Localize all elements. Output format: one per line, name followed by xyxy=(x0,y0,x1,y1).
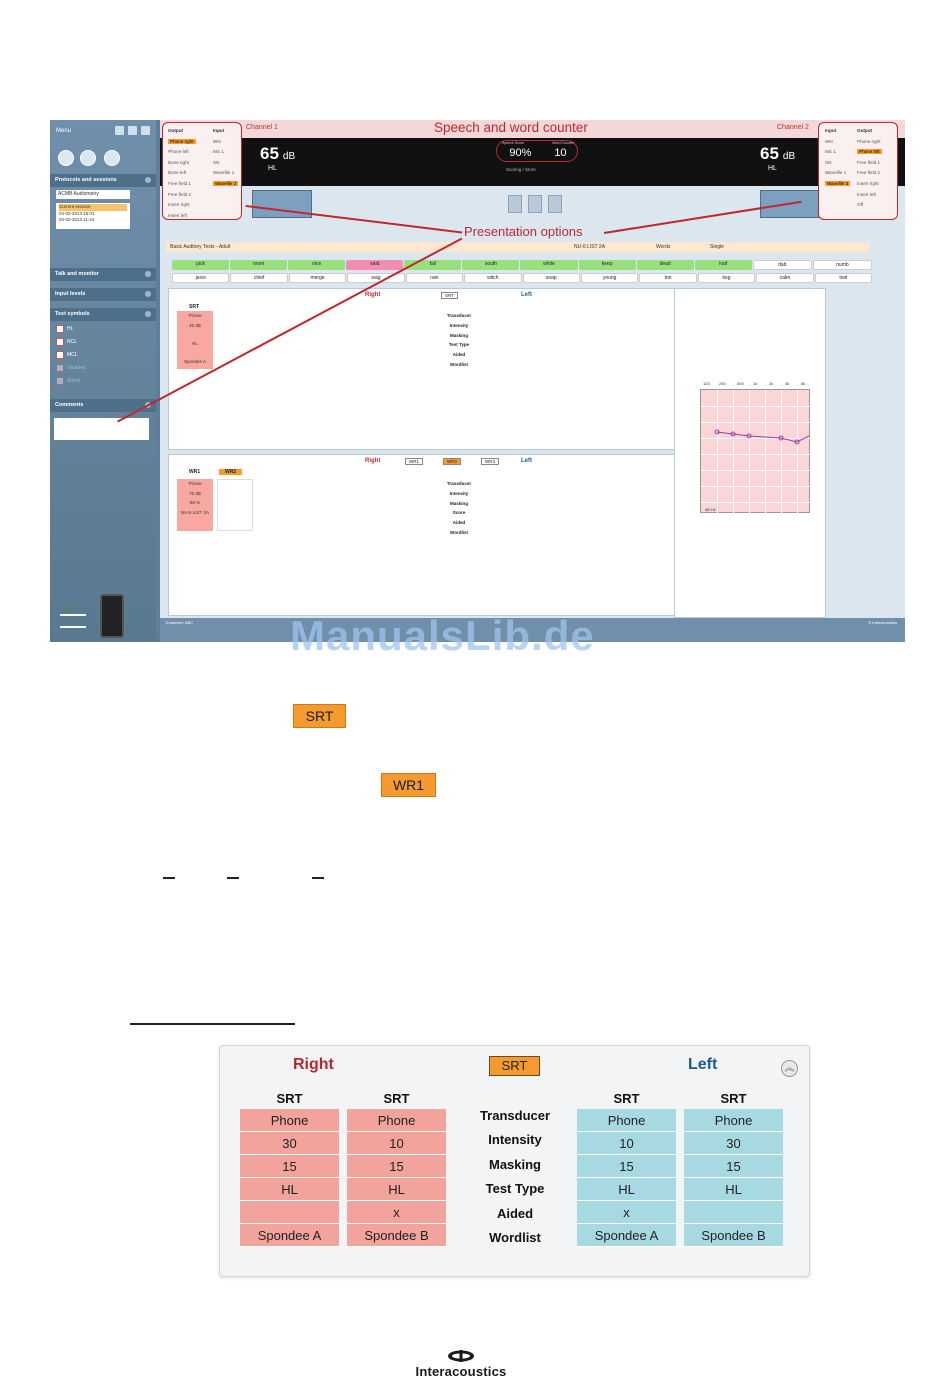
sidebar xyxy=(50,120,156,642)
section-underline xyxy=(130,1023,295,1025)
srt-small-colhead: SRT xyxy=(189,304,199,310)
input-option[interactable]: Mic 1 xyxy=(213,149,224,155)
toolbar xyxy=(115,126,150,135)
output-option[interactable]: Free field 2 xyxy=(857,170,880,176)
row-label: Intensity xyxy=(488,1132,542,1148)
session-list[interactable] xyxy=(56,203,130,229)
test-bar xyxy=(166,242,869,252)
output-option[interactable]: Bone left xyxy=(168,170,187,176)
srt-table xyxy=(219,1045,810,1277)
output-option[interactable]: Bone right xyxy=(168,159,189,165)
table-cell: 15 xyxy=(347,1155,446,1178)
wr-table-small xyxy=(168,454,738,616)
column-head: SRT xyxy=(613,1091,640,1106)
table-cell: x xyxy=(577,1201,676,1224)
output-heading: Output xyxy=(168,128,184,133)
output-option[interactable]: Phone right xyxy=(170,138,194,144)
word-button[interactable]: south xyxy=(462,260,519,270)
session-item[interactable]: 04-02-2013 11:44 xyxy=(59,217,95,222)
word-button[interactable]: nice xyxy=(288,260,345,270)
mid-controls xyxy=(508,195,562,213)
symbol-hl[interactable]: HL xyxy=(56,325,73,333)
word-button[interactable]: rain xyxy=(406,273,463,283)
word-button[interactable]: wag xyxy=(347,273,404,283)
word-button[interactable]: said xyxy=(346,260,403,270)
channel1-level: 65 dB xyxy=(260,144,296,163)
exit-icon[interactable] xyxy=(141,126,150,135)
table-cell: HL xyxy=(240,1178,339,1201)
table-cell xyxy=(684,1201,783,1224)
protocol-select[interactable]: ACMB Audiometry xyxy=(56,190,130,199)
session-item[interactable]: Current session xyxy=(59,204,127,211)
input-option[interactable]: WN xyxy=(213,138,221,144)
output-heading: Output xyxy=(857,128,873,133)
word-grid xyxy=(172,260,872,286)
column-head: SRT xyxy=(720,1091,747,1106)
menu-label[interactable]: Menu xyxy=(56,128,72,134)
word-button[interactable]: ton xyxy=(639,273,696,283)
srt-button[interactable]: SRT xyxy=(293,704,346,728)
output-option[interactable]: Phone left xyxy=(859,149,880,155)
speech-counter-title: Speech and word counter xyxy=(434,120,588,135)
correct-icon[interactable] xyxy=(508,195,522,213)
srt-small-cells: Phone 40 dB HL Spondee A xyxy=(177,311,213,369)
speech-test-icon[interactable] xyxy=(80,150,96,166)
table-cell: HL xyxy=(347,1178,446,1201)
input-heading: Input xyxy=(825,128,837,133)
underscore-mark xyxy=(227,877,239,879)
freq-1k: 1k xyxy=(753,381,758,386)
presentation-options-label: Presentation options xyxy=(464,224,583,239)
srt-chip[interactable]: SRT xyxy=(489,1056,540,1076)
audiogram xyxy=(700,389,810,513)
input-heading: Input xyxy=(213,128,225,133)
output-option[interactable]: Insert right xyxy=(168,202,190,208)
output-option[interactable]: Insert right xyxy=(857,180,879,186)
input-option[interactable]: SN xyxy=(213,159,220,165)
wr-small-row-labels: Transducer Intensity Masking Score Aided Wordlist xyxy=(446,481,472,535)
table-cell: 10 xyxy=(577,1132,676,1155)
word-counter-label: Word Counter xyxy=(552,141,574,145)
table-cell: Spondee B xyxy=(684,1224,783,1247)
word-counter-value: 10 xyxy=(554,147,567,159)
right-srt-column-2 xyxy=(347,1089,446,1247)
left-srt-column-1 xyxy=(577,1089,676,1247)
table-cell: Phone xyxy=(684,1109,783,1132)
table-cell: 30 xyxy=(240,1132,339,1155)
channel1-hl: HL xyxy=(268,165,277,172)
word-button[interactable]: room xyxy=(230,260,287,270)
underscore-mark xyxy=(163,877,175,879)
column-head: SRT xyxy=(276,1091,303,1106)
right-ear-label: Right xyxy=(293,1056,334,1073)
examiner-label: Examiner: ABC xyxy=(166,620,194,625)
word-button[interactable]: juice xyxy=(172,273,229,283)
input-option[interactable]: Wavefile 2 xyxy=(827,180,849,186)
talk-monitor-title[interactable]: Talk and monitor xyxy=(50,268,156,281)
output-option[interactable]: Phone left xyxy=(168,149,189,155)
symbol-unaided[interactable]: Unaided xyxy=(56,364,86,372)
word-button[interactable]: white xyxy=(520,260,577,270)
symbol-mcl[interactable]: MCL xyxy=(56,351,78,359)
comments-field[interactable] xyxy=(54,418,149,440)
speech-score-label: Speech Score xyxy=(502,141,524,145)
input-option[interactable]: Wavefile 2 xyxy=(215,180,237,186)
table-cell: Spondee A xyxy=(240,1224,339,1247)
table-cell: Phone xyxy=(240,1109,339,1132)
wr-small-left: Left xyxy=(521,458,532,464)
wr-small-cells: Phone 70 dB 88 % NU-6 LIST 2A xyxy=(177,479,213,531)
symbol-ncl[interactable]: NCL xyxy=(56,338,77,346)
interacoustics-logo-icon xyxy=(447,1350,475,1362)
word-button[interactable]: young xyxy=(581,273,638,283)
channel2-hl: HL xyxy=(768,165,777,172)
output-option[interactable]: Free field 2 xyxy=(168,191,191,197)
word-button[interactable]: keep xyxy=(579,260,636,270)
table-cell: 30 xyxy=(684,1132,783,1155)
audiogram-unit: dB HL xyxy=(705,507,717,512)
save-icon[interactable] xyxy=(128,126,137,135)
row-label: Test Type xyxy=(485,1181,545,1197)
row-label: Aided xyxy=(496,1205,534,1221)
record-icon[interactable] xyxy=(548,195,562,213)
word-button[interactable]: calm xyxy=(756,273,813,283)
output-option[interactable]: Free field 1 xyxy=(168,180,191,186)
freq-250: 250 xyxy=(719,381,726,386)
presentation-select[interactable]: Single xyxy=(710,244,724,250)
channel2-routing-panel xyxy=(818,122,898,220)
word-button[interactable]: numb xyxy=(813,260,872,270)
session-item[interactable]: 04-02-2013 15:01 xyxy=(59,210,95,216)
input-option[interactable]: WN xyxy=(825,138,833,144)
tone-test-icon[interactable] xyxy=(58,150,74,166)
checkmark-icon: ✔ xyxy=(66,604,75,615)
input-levels-title[interactable]: Input levels xyxy=(50,288,156,301)
freq-8k: 8k xyxy=(801,381,806,386)
table-cell: HL xyxy=(684,1178,783,1201)
channel1-routing-panel xyxy=(162,122,242,220)
scoring-store[interactable]: Scoring / Store xyxy=(506,167,536,172)
top-bar xyxy=(160,120,905,138)
word-button[interactable]: merge xyxy=(289,273,346,283)
freq-4k: 4k xyxy=(785,381,790,386)
table-cell: Phone xyxy=(577,1109,676,1132)
right-srt-column-1 xyxy=(240,1089,339,1247)
word-button[interactable]: soap xyxy=(523,273,580,283)
output-option[interactable]: Phone right xyxy=(857,138,881,144)
freq-2k: 2k xyxy=(769,381,774,386)
wr1-button[interactable]: WR1 xyxy=(381,773,436,797)
row-label: Masking xyxy=(488,1156,541,1172)
output-option[interactable]: Insert left xyxy=(168,212,187,218)
mode-select[interactable]: Words xyxy=(656,244,671,250)
table-cell: Phone xyxy=(347,1109,446,1132)
table-cell: 15 xyxy=(240,1155,339,1178)
word-button[interactable]: dead xyxy=(637,260,694,270)
wr3-chip[interactable]: WR3 xyxy=(481,458,499,465)
incorrect-icon[interactable] xyxy=(528,195,542,213)
wr1-chip[interactable]: WR1 xyxy=(405,458,423,465)
input-option[interactable]: Wavefile 1 xyxy=(213,170,235,176)
channel1-label: Channel 1 xyxy=(246,124,278,131)
srt-small-left: Left xyxy=(521,292,532,298)
word-button[interactable]: fail xyxy=(404,260,461,270)
brand-footer xyxy=(396,1350,526,1379)
word-button[interactable]: chief xyxy=(230,273,287,283)
table-cell: Spondee B xyxy=(347,1224,446,1247)
audiogram-panel xyxy=(674,288,826,618)
srt-small-row-labels: Transducer Intensity Masking Test Type Aided Wordlist xyxy=(446,313,472,367)
output-option[interactable]: Insert left xyxy=(857,191,876,197)
word-button[interactable]: witch xyxy=(464,273,521,283)
output-option[interactable]: Free field 1 xyxy=(857,159,880,165)
test-symbols-title: Test symbols xyxy=(50,308,156,321)
audiometer-device-icon xyxy=(100,594,124,638)
word-button[interactable]: dab xyxy=(753,260,812,270)
output-option[interactable]: Off xyxy=(857,202,864,208)
collapse-icon[interactable]: ︽ xyxy=(781,1060,798,1077)
slider-icon[interactable] xyxy=(60,614,86,628)
column-head: SRT xyxy=(383,1091,410,1106)
protocols-title: Protocols and sessions xyxy=(50,174,156,187)
test-name[interactable]: Basic Auditory Tests - Adult xyxy=(170,244,231,250)
underscore-mark xyxy=(312,877,324,879)
table-cell xyxy=(240,1201,339,1224)
input-option[interactable]: SN xyxy=(825,159,832,165)
watermark: ManualsLib.de xyxy=(290,612,595,659)
left-ear-label: Left xyxy=(688,1056,718,1073)
word-row xyxy=(172,260,872,270)
speech-score-value: 90% xyxy=(509,147,532,159)
freq-125: 125 xyxy=(703,381,710,386)
table-cell: 15 xyxy=(577,1155,676,1178)
word-row xyxy=(172,273,872,283)
table-cell: 15 xyxy=(684,1155,783,1178)
wordlist-select[interactable]: NU-6 LIST 2A xyxy=(574,244,606,250)
table-cell: HL xyxy=(577,1178,676,1201)
wr-small-right: Right xyxy=(365,458,381,464)
table-cell: Spondee A xyxy=(577,1224,676,1247)
input-option[interactable]: Wavefile 1 xyxy=(825,170,847,176)
table-cell: x xyxy=(347,1201,446,1224)
srt-table-small xyxy=(168,288,738,450)
row-label: Wordlist xyxy=(489,1229,541,1245)
freq-500: 500 xyxy=(737,381,744,386)
brand-name: Interacoustics xyxy=(415,1364,507,1379)
audiogram-curve xyxy=(701,390,811,514)
print-icon[interactable] xyxy=(115,126,124,135)
channel2-label: Channel 2 xyxy=(777,124,809,131)
wr1-colhead: WR1 xyxy=(189,469,201,475)
word-button[interactable]: loaf xyxy=(695,260,752,270)
srt-small-chip[interactable]: SRT xyxy=(441,292,458,299)
word-button[interactable]: pick xyxy=(172,260,229,270)
wr2-empty-cells xyxy=(217,479,253,531)
wr2-colhead: WR2 xyxy=(219,469,242,475)
footer-brand: © Interacoustics xyxy=(868,620,897,625)
wr2-chip[interactable]: WR2 xyxy=(443,458,461,465)
srt-small-right: Right xyxy=(365,292,381,298)
word-button[interactable]: tool xyxy=(815,273,872,283)
symbol-aided[interactable]: Aided xyxy=(56,377,80,385)
row-label: Transducer xyxy=(479,1108,551,1123)
comments-title: Comments xyxy=(50,399,156,412)
word-button[interactable]: keg xyxy=(698,273,755,283)
left-srt-column-2 xyxy=(684,1089,783,1247)
table-cell: 10 xyxy=(347,1132,446,1155)
input-option[interactable]: Mic 1 xyxy=(825,149,836,155)
row-labels xyxy=(456,1104,574,1250)
level-display xyxy=(160,138,905,186)
software-screenshot xyxy=(50,120,905,642)
channel2-level: 65 dB xyxy=(760,144,796,163)
audiometry-icon[interactable] xyxy=(104,150,120,166)
